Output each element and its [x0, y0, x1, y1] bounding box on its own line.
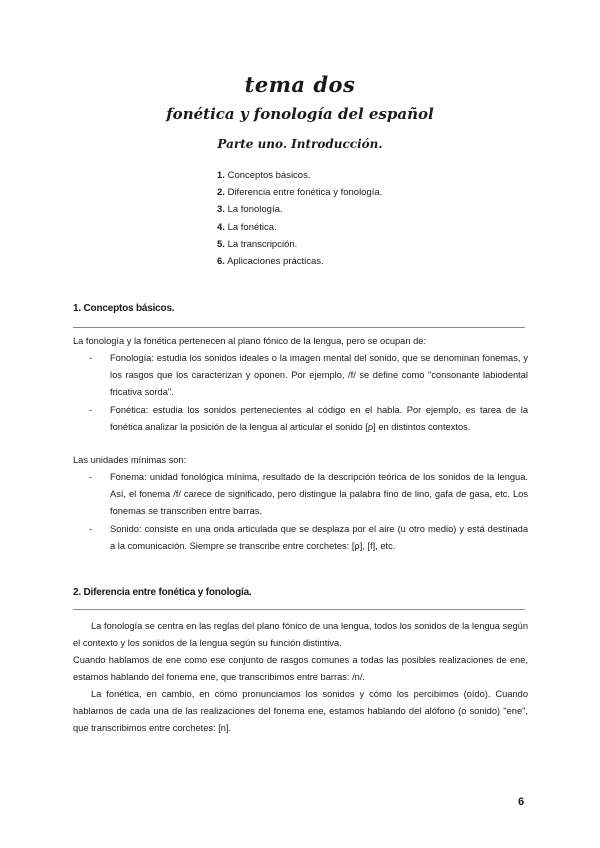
page-number: 6: [518, 796, 525, 808]
document-title: tema dos: [244, 72, 356, 97]
dash-bullet-icon: -: [89, 472, 93, 482]
dash-bullet-icon: -: [89, 523, 93, 534]
section-2-paragraph: La fonética, en cambio, en cómo pronunciamos los sonidos y cómo los percibimos (oído). Cuando hablamos de cada una de las realizaciones del fonema ene, estamos hablando del alófono (o sonido) "ene", que transcribimos entre corchetes: [n].: [73, 689, 528, 734]
document-subtitle: fonética y fonología del español: [166, 105, 434, 123]
list-item: [73, 350, 528, 402]
section-2-divider: [73, 609, 525, 610]
list-item-text: Fonética: estudia los sonidos pertenecientes al código en el habla. Por ejemplo, es tarea de la fonética analizar la posición de la lengua al articular el sonido [ρ] en distintos contextos.: [110, 404, 528, 432]
toc-item-text: La transcripción.: [227, 238, 298, 250]
list-item-text: Fonema: unidad fonológica mínima, resultado de la descripción teórica de los sonidos de la lengua. Así, el fonema /f/ carece de significado, pero distingue la palabra fino de lino, gafa de gasa, etc. Los fonemas se transcriben entre barras.: [110, 472, 528, 517]
section-1-divider: [73, 327, 525, 328]
toc-item: [217, 219, 382, 236]
toc-item: [217, 167, 382, 184]
list-item-text: Fonología: estudia los sonidos ideales o la imagen mental del sonido, que se denominan fonemas, y los rasgos que los caracterizan y oponen. Por ejemplo, /f/ se define como "consonante labiodental fricativa sorda".: [110, 353, 528, 398]
toc-item-text: Conceptos básicos.: [227, 170, 311, 181]
list-item: [73, 402, 528, 436]
section-2-heading: 2. Diferencia entre fonética y fonología.: [73, 587, 252, 598]
toc-item-text: Aplicaciones prácticas.: [227, 256, 324, 268]
section-1-bullet-list: [73, 350, 528, 436]
dash-bullet-icon: -: [89, 353, 93, 363]
toc-item-text: La fonología.: [227, 204, 283, 216]
table-of-contents: [217, 167, 382, 270]
toc-item-number: 3.: [217, 204, 225, 216]
units-intro: Las unidades mínimas son:: [73, 455, 187, 465]
toc-item-number: 1.: [217, 170, 225, 181]
dash-bullet-icon: -: [89, 404, 93, 415]
toc-item: [217, 236, 382, 253]
toc-item-text: La fonética.: [227, 221, 277, 233]
part-title: Parte uno. Introducción.: [217, 137, 383, 151]
toc-item-number: 2.: [217, 187, 225, 199]
list-item: [73, 469, 528, 521]
toc-item-number: 6.: [217, 256, 225, 268]
toc-item-number: 5.: [217, 238, 225, 250]
toc-item-number: 4.: [217, 221, 225, 233]
list-item-text: Sonido: consiste en una onda articulada que se desplaza por el aire (u otro medio) y está destinada a la comunicación. Siempre se transcribe entre corchetes: [ρ], [f], etc.: [110, 523, 528, 551]
section-1-heading: 1. Conceptos básicos.: [73, 303, 175, 314]
toc-item: [217, 184, 382, 201]
list-item: [73, 521, 528, 555]
toc-item: [217, 201, 382, 218]
section-1-intro: La fonología y la fonética pertenecen al plano fónico de la lengua, pero se ocupan de:: [73, 336, 427, 346]
toc-item-text: Diferencia entre fonética y fonología.: [227, 187, 383, 199]
toc-item: [217, 253, 382, 270]
section-2-paragraph: Cuando hablamos de ene como ese conjunto de rasgos comunes a todas las posibles realizaciones de ene, estamos hablando del fonema ene, que transcribimos entre barras: /n/.: [73, 655, 528, 683]
section-2-paragraph: La fonología se centra en las reglas del plano fónico de una lengua, todos los sonidos de la lengua según el contexto y los sonidos de la lengua según su función distintiva.: [73, 621, 528, 649]
units-bullet-list: [73, 469, 528, 555]
